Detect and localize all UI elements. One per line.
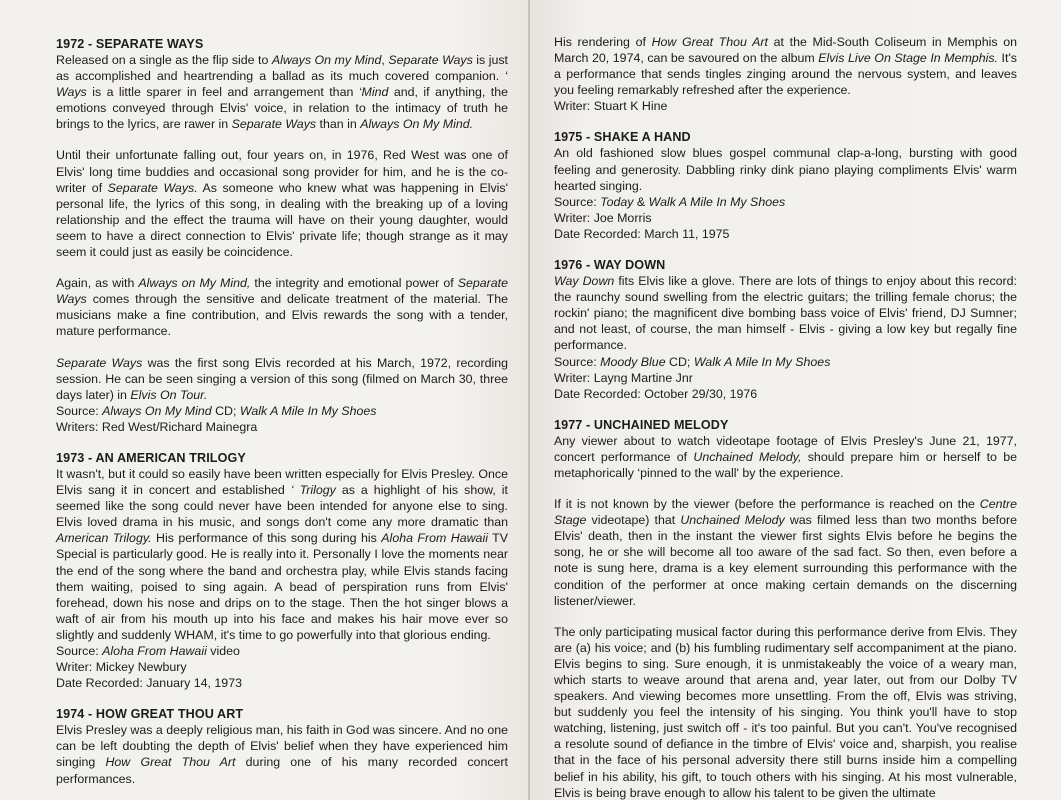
date-recorded-line: Date Recorded: March 11, 1975 <box>554 226 730 241</box>
entry-1977-unchained-melody <box>554 417 1017 800</box>
writer-line: Writer: Layng Martine Jnr <box>554 370 693 385</box>
source-line: Source: Always On My Mind CD; Walk A Mile In My Shoes <box>56 403 377 418</box>
paragraph: If it is not known by the viewer (before the performance is reached on the Centre Stage videotape) that Unchained Melody was filmed less than two months before Elvis' death, then in the instant the viewer first sights Elvis before he begins the song, he or she will become all too aware of the sad fact. So then, even before a note is sung here, drama is a key element surrounding this performance with the condition of the performer at once making certain demands on the discerning listener/viewer. <box>554 497 1017 608</box>
entry-heading: 1973 - AN AMERICAN TRILOGY <box>56 450 246 465</box>
date-recorded-line: Date Recorded: October 29/30, 1976 <box>554 386 758 401</box>
right-page <box>530 0 1061 800</box>
date-recorded-line: Date Recorded: January 14, 1973 <box>56 676 242 691</box>
paragraph: Until their unfortunate falling out, four years on, in 1976, Red West was one of Elvis' long time buddies and occasional song provider for him, and he is the co-writer of Separate Ways. As someone who knew what was happening in Elvis' personal life, the lyrics of this song, in dealing with the breaking up of a loving relationship and the effect the trauma will have on their young daughter, would seem to have a direct connection to Elvis' private life; though strange as it may seem it could just as easily be coincidence. <box>56 148 508 260</box>
writers-line: Writers: Red West/Richard Mainegra <box>56 419 258 434</box>
entry-1972-separate-ways <box>56 36 508 435</box>
paragraph: Way Down fits Elvis like a glove. There are lots of things to enjoy about this record: the raunchy sound swelling from the electric guitars; the trilling female chorus; the rockin' piano; the magnificent dive bombing bass voice of Elvis' friend, DJ Sumner; and not least, of course, the man himself - Elvis - giving a low key but regally fine performance. <box>554 274 1017 353</box>
writer-line: Writer: Mickey Newbury <box>56 660 187 675</box>
entry-heading: 1976 - WAY DOWN <box>554 258 666 273</box>
paragraph: The only participating musical factor during this performance derive from Elvis. They are (a) his voice; and (b) his fumbling rudimentary self accompaniment at the piano. Elvis begins to sing. Sure enough, it is unmistakeably the voice of a weary man, which starts to weave around that arena and, year later, out from our Dolby TV speakers. And viewing becomes more unsettling. From the off, Elvis was striving, but suddenly you feel the intensity of his singing. You think you'll have to stop watching, listening, just switch off - it's too painful. But you can't. You've recognised a resolute sound of defiance in the timbre of Elvis' voice and, sharpish, you realise that in the face of his personal adversity there still burns inside him a compelling belief in his ability, his gift, to touch others with his singing. At his most vulnerable, Elvis is being brave enough to allow his talent to be given the ultimate <box>554 624 1017 800</box>
writer-line: Writer: Stuart K Hine <box>554 99 668 114</box>
source-line: Source: Moody Blue CD; Walk A Mile In My Shoes <box>554 354 831 369</box>
paragraph: Released on a single as the flip side to Always On my Mind, Separate Ways is just as accomplished and heartrending a ballad as its much covered companion. ‘ Ways is a little sparer in feel and arrangement than ‘Mind and, if anything, the emotions conveyed through Elvis' voice, in relation to the intimacy of truth he brings to the lyrics, are rawer in Separate Ways than in Always On My Mind. <box>56 53 508 132</box>
entry-heading: 1974 - HOW GREAT THOU ART <box>56 707 244 722</box>
entry-1974-continued <box>554 34 1017 114</box>
paragraph: An old fashioned slow blues gospel communal clap-a-long, bursting with good feeling and generosity. Dabbling rinky dink piano playing compliments Elvis' warm hearted singing. <box>554 146 1017 193</box>
left-page <box>0 0 530 800</box>
paragraph: Separate Ways was the first song Elvis recorded at his March, 1972, recording session. He can be seen singing a version of this song (filmed on March 30, three days later) in Elvis On Tour. <box>56 355 509 402</box>
entry-heading: 1977 - UNCHAINED MELODY <box>554 417 729 432</box>
paragraph: Elvis Presley was a deeply religious man, his faith in God was sincere. And no one can be left doubting the depth of Elvis' belief when they have experienced him singing How Great Thou Art during one of his many recorded concert performances. <box>56 723 508 786</box>
entry-1973-american-trilogy <box>56 450 508 691</box>
source-line: Source: Aloha From Hawaii video <box>56 644 240 658</box>
entry-1974-how-great-thou-art <box>56 706 508 786</box>
entry-1975-shake-a-hand <box>554 129 1017 242</box>
writer-line: Writer: Joe Morris <box>554 210 652 225</box>
paragraph: His rendering of How Great Thou Art at the Mid-South Coliseum in Memphis on March 20, 1974, can be savoured on the album Elvis Live On Stage In Memphis. It's a performance that sends tingles zinging around the nervous system, and leaves you feeling remarkably refreshed after the experience. <box>554 35 1018 98</box>
entry-heading: 1975 - SHAKE A HAND <box>554 130 691 145</box>
source-line: Source: Today & Walk A Mile In My Shoes <box>554 194 786 209</box>
paragraph: Again, as with Always on My Mind, the integrity and emotional power of Separate Ways comes through the sensitive and delicate treatment of the material. The musicians make a fine contribution, and Elvis rewards the song with a tender, mature performance. <box>56 276 508 339</box>
paragraph: It wasn't, but it could so easily have been written especially for Elvis Presley. Once Elvis sang it in concert and established ‘ Trilogy as a highlight of his show, it seemed like the song could never have been intended for anyone else to sing. Elvis loved drama in his music, and songs don't come any more dramatic than American Trilogy. His performance of this song during his Aloha From Hawaii TV Special is particularly good. He is really into it. Personally I love the moments near the end of the song where the band and orchestra play, while Elvis stands facing them waiting, poised to sing again. A bead of perspiration runs from Elvis' forehead, down his nose and drips on to the stage. Then the hot singer blows a waft of air from his mouth up into his face and makes his hair move ever so slightly and suddenly WHAM, it's time to go powerfully into that glorious ending. <box>56 466 509 642</box>
paragraph: Any viewer about to watch videotape footage of Elvis Presley's June 21, 1977, concert performance of Unchained Melody, should prepare him or herself to be metaphorically ‘pinned to the wall' by the experience. <box>554 433 1018 480</box>
entry-heading: 1972 - SEPARATE WAYS <box>56 37 204 51</box>
entry-1976-way-down <box>554 257 1017 402</box>
